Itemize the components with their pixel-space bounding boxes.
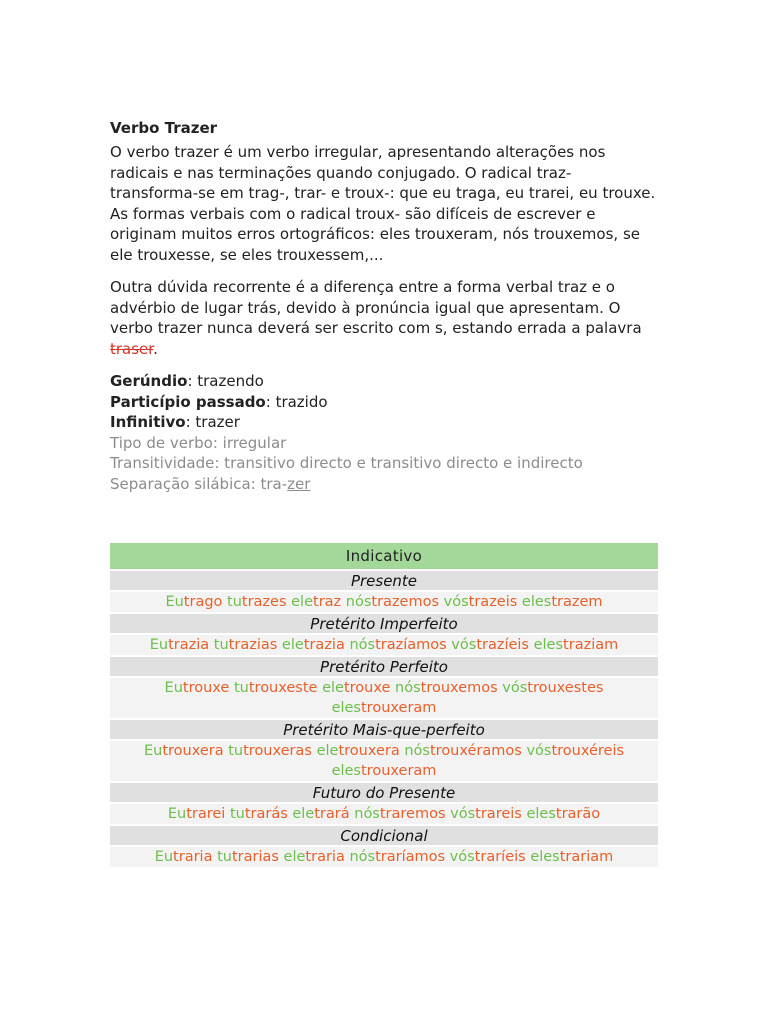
verb-form: trazes: [241, 594, 287, 610]
infinitivo-label: Infinitivo: [110, 413, 186, 431]
table-row: [110, 741, 658, 781]
verb-form: trouxera: [162, 743, 224, 759]
tense-header-row: [110, 657, 658, 676]
infinitivo-value: : trazer: [185, 413, 240, 431]
pronoun: nós: [345, 594, 372, 610]
verb-form: traz: [313, 594, 342, 610]
pronoun: vós: [526, 743, 552, 759]
pronoun: Eu: [149, 637, 169, 653]
intro-paragraph: O verbo trazer é um verbo irregular, apresentando alterações nos radicais e nas terminações quando conjugado. O radical traz- transforma-se em trag-, trar- e troux-: que eu traga, eu trarei, eu trouxe. As formas verbais com o radical troux- são difíceis de escrever e originam muitos erros ortográficos: eles trouxeram, nós trouxemos, se ele trouxesse, se eles trouxessem,...: [110, 143, 656, 264]
tense-header-row: [110, 826, 658, 845]
pronoun: eles: [533, 637, 564, 653]
pronoun: eles: [331, 700, 361, 716]
verb-form: trarás: [244, 806, 288, 822]
tense-name: Condicional: [110, 826, 658, 845]
second-paragraph-text: Outra dúvida recorrente é a diferença entre a forma verbal traz e o advérbio de lugar trás, devido à pronúncia igual que apresentam. O verbo trazer nunca deverá ser escrito com s, estando errada a palavra: [110, 278, 642, 337]
conjugation-forms: [110, 678, 658, 718]
verb-form: trazia: [168, 637, 210, 653]
verb-form: trará: [314, 806, 350, 822]
pronoun: ele: [291, 594, 314, 610]
verb-form: trazem: [551, 594, 603, 610]
pronoun: nós: [349, 849, 376, 865]
verb-form: trazia: [303, 637, 345, 653]
verb-form: trarei: [186, 806, 226, 822]
table-row: [110, 592, 658, 612]
verb-form: traremos: [379, 806, 446, 822]
pronoun: nós: [354, 806, 380, 822]
verb-form: trazemos: [371, 594, 440, 610]
verb-form: trouxeram: [361, 700, 437, 716]
verb-form: trouxera: [338, 743, 400, 759]
pronoun: tu: [233, 680, 249, 696]
pronoun: Eu: [167, 806, 187, 822]
separacao-prefix: Separação silábica: tra-: [110, 474, 288, 493]
table-row: [110, 635, 658, 655]
verb-form: trazias: [228, 637, 278, 653]
gerundio-value: : trazendo: [187, 372, 264, 390]
pronoun: vós: [449, 849, 475, 865]
tense-name: Futuro do Presente: [110, 783, 658, 802]
participio-line: [110, 392, 658, 413]
table-row: [110, 678, 658, 718]
pronoun: ele: [292, 806, 315, 822]
participio-value: : trazido: [265, 392, 328, 411]
pronoun: vós: [450, 806, 476, 822]
tense-header-row: [110, 571, 658, 590]
verb-form: traziam: [563, 637, 619, 653]
pronoun: Eu: [165, 594, 184, 610]
verb-form: traria: [173, 849, 213, 865]
verb-form: trouxeras: [243, 743, 312, 759]
conjugation-table: [110, 543, 658, 867]
pronoun: Eu: [164, 680, 183, 696]
pronoun: nós: [404, 743, 430, 759]
pronoun: ele: [283, 849, 306, 865]
pronoun: ele: [281, 637, 304, 653]
pronoun: nós: [395, 680, 421, 696]
infinitivo-line: [110, 412, 658, 433]
transitividade-line: Transitividade: transitivo directo e transitivo directo e indirecto: [110, 454, 583, 472]
tense-name: Pretérito Mais-que-perfeito: [110, 720, 658, 739]
verb-form: trareis: [475, 806, 522, 822]
verb-form: trouxéramos: [429, 743, 522, 759]
tense-header-row: [110, 783, 658, 802]
pronoun: tu: [217, 849, 232, 865]
verb-form: trouxestes: [527, 680, 604, 696]
gerundio-line: [110, 371, 658, 392]
pronoun: eles: [521, 594, 552, 610]
tense-name: Presente: [110, 571, 658, 590]
verb-form: trarão: [555, 806, 601, 822]
separacao-link[interactable]: zer: [287, 474, 311, 493]
verb-form: trouxemos: [420, 680, 498, 696]
conjugation-forms: [110, 592, 658, 612]
pronoun: tu: [229, 806, 245, 822]
verb-form: trazíamos: [375, 637, 447, 653]
verb-form: traríeis: [474, 849, 526, 865]
separacao-line: [110, 474, 658, 495]
pronoun: ele: [322, 680, 344, 696]
tense-header-row: [110, 720, 658, 739]
participio-label: Particípio passado: [110, 392, 266, 411]
table-row: [110, 804, 658, 824]
verb-form: trouxe: [343, 680, 391, 696]
tense-header-row: [110, 614, 658, 633]
verb-form: trago: [183, 594, 223, 610]
table-header: Indicativo: [110, 543, 658, 569]
pronoun: Eu: [143, 743, 163, 759]
conjugation-forms: [110, 804, 658, 824]
conjugation-forms: [110, 635, 658, 655]
document-body: [110, 118, 658, 494]
conjugation-forms: [110, 741, 658, 781]
conjugation-forms: [110, 847, 658, 867]
verb-form: traria: [305, 849, 345, 865]
verb-form: traríamos: [375, 849, 446, 865]
verb-form: trazíeis: [476, 637, 529, 653]
pronoun: nós: [349, 637, 376, 653]
verb-form: trouxéreis: [551, 743, 625, 759]
pronoun: vós: [451, 637, 477, 653]
verb-form: trarias: [231, 849, 279, 865]
verb-form: trouxeste: [248, 680, 318, 696]
pronoun: eles: [530, 849, 560, 865]
pronoun: vós: [443, 594, 469, 610]
pronoun: eles: [331, 763, 361, 779]
second-paragraph-end: .: [153, 339, 158, 358]
pronoun: eles: [526, 806, 556, 822]
gerundio-label: Gerúndio: [110, 372, 188, 390]
table-header-row: [110, 543, 658, 569]
tipo-line: Tipo de verbo: irregular: [110, 433, 287, 452]
second-paragraph: [110, 277, 658, 359]
pronoun: ele: [316, 743, 339, 759]
verb-meta: [110, 371, 658, 494]
pronoun: vós: [502, 680, 528, 696]
tense-name: Pretérito Perfeito: [110, 657, 658, 676]
verb-form: trariam: [559, 849, 614, 865]
pronoun: tu: [227, 594, 242, 610]
verb-form: trouxeram: [361, 763, 437, 779]
pronoun: tu: [213, 637, 229, 653]
pronoun: tu: [228, 743, 244, 759]
page-title: Verbo Trazer: [110, 119, 218, 137]
tense-name: Pretérito Imperfeito: [110, 614, 658, 633]
table-row: [110, 847, 658, 867]
verb-form: trouxe: [182, 680, 230, 696]
pronoun: Eu: [154, 849, 174, 865]
verb-form: trazeis: [468, 594, 518, 610]
wrong-spelling: traser: [110, 339, 154, 358]
